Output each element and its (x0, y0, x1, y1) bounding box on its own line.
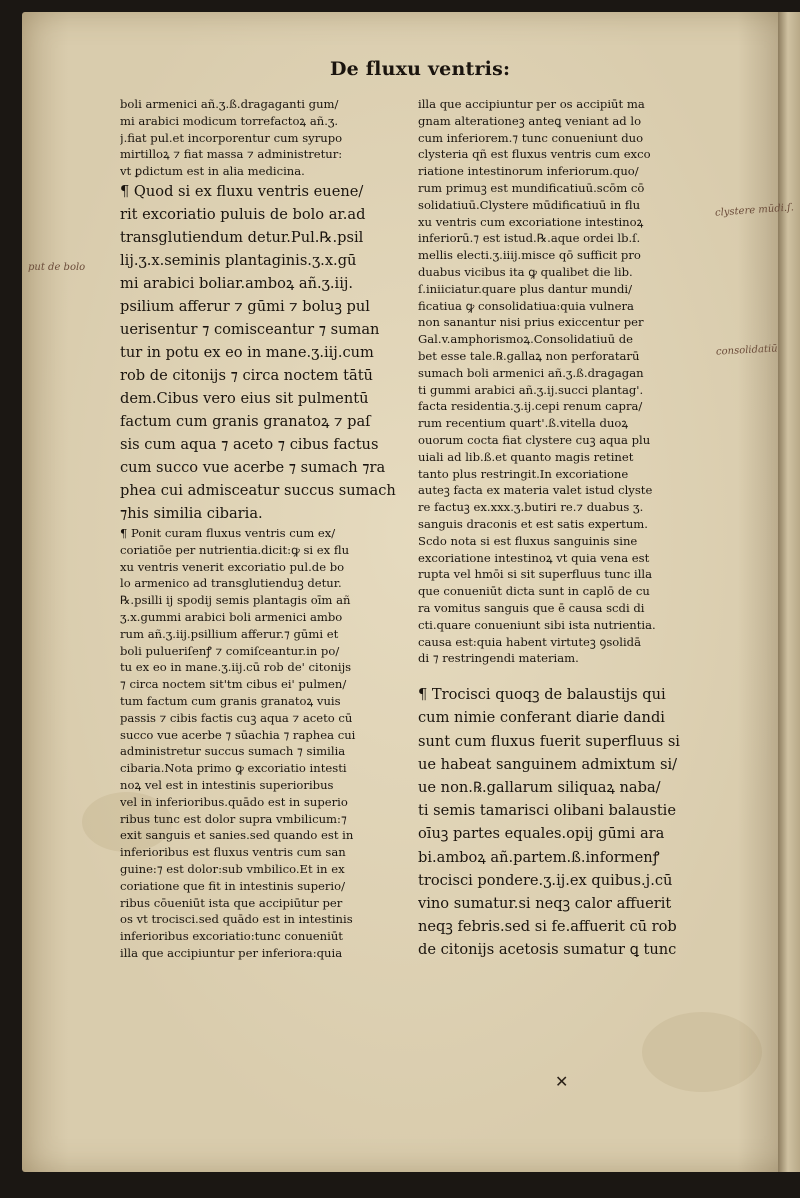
text-line: mirtilloꝝ ⁊ fiat massa ⁊ administretur: (120, 147, 343, 162)
text-line: re factuꝫ ex.xxx.ʒ.butiri re.⁊ duabus ʒ. (418, 500, 644, 515)
left-block-2 (120, 180, 412, 525)
text-line: cum nimie conferant diarie dandi (418, 709, 665, 727)
text-line: rupta vel hmōi si sit superfluus tunc illa (418, 567, 653, 582)
text-line: tur in potu ex eo in mane.ʒ.iij.cum (120, 343, 374, 361)
right-block-1 (418, 96, 715, 667)
text-line: facta residentia.ʒ.ij.cepi renum capra/ (418, 399, 643, 414)
text-line: ℞.psilli ij spodij semis plantagis oīm añ (120, 593, 351, 608)
text-line: xu ventris venerit excoriatio pul.de bo (120, 559, 345, 574)
left-column (120, 96, 412, 962)
text-line: guine:⁊ est dolor:sub vmbilico.Et in ex (120, 861, 345, 876)
text-line: Scdo nota si est fluxus sanguinis sine (418, 533, 638, 548)
margin-note-left: put de bolo (28, 262, 86, 273)
text-line: Gal.v.amphorismoꝝ.Consolidatiuū de (418, 332, 634, 347)
text-line: coriatiōe per nutrientia.dicit:ꝙ si ex flu (120, 542, 350, 557)
text-line: sanguis draconis et est satis expertum. (418, 516, 648, 531)
text-line: ¶ Quod si ex fluxu ventris euene/ (120, 182, 364, 200)
text-line: inferiorū.⁊ est istud.℞.aque ordei lb.ſ. (418, 231, 641, 246)
text-line: riatione intestinorum inferiorum.quo/ (418, 164, 639, 179)
margin-note-right-upper: clystere mūdi.ſ. (714, 202, 795, 219)
text-line: xu ventris cum excoriatione intestinoꝝ (418, 214, 644, 229)
text-line: ti semis tamarisci olibani balaustie (418, 802, 676, 820)
text-line: cum succo vue acerbe ⁊ sumach ⁊ra (120, 458, 386, 476)
text-line: ¶ Trocisci quoqꝫ de balaustijs qui (418, 686, 666, 704)
text-line: lo armenico ad transglutienduꝫ detur. (120, 576, 342, 591)
text-line: passis ⁊ cibis factis cuꝫ aqua ⁊ aceto cū (120, 710, 353, 725)
text-line: di ⁊ restringendi materiam. (418, 651, 579, 666)
text-line: mi arabici boliar.amboꝝ añ.ʒ.iij. (120, 274, 354, 292)
left-block-3 (120, 525, 412, 962)
text-line: neqꝫ febris.sed si fe.affuerit cū rob (418, 918, 677, 936)
text-line: vel in inferioribus.quādo est in superio (120, 794, 348, 809)
text-line: ribus tunc est dolor supra vmbilicum:⁊ (120, 811, 347, 826)
text-line: cum inferiorem.⁊ tunc conueniunt duo (418, 130, 644, 145)
text-line: phea cui admisceatur succus sumach (120, 481, 396, 499)
paragraph-gap (418, 667, 715, 683)
text-line: rum añ.ʒ.iij.psillium afferur.⁊ gūmi et (120, 626, 339, 641)
text-line: uiali ad lib.ß.et quanto magis retinet (418, 449, 634, 464)
text-line: que conueniūt dicta sunt in caplō de cu (418, 584, 650, 599)
text-line: ʒ.x.gummi arabici boli armenici ambo (120, 609, 343, 624)
text-line: noꝝ vel est in intestinis superioribus (120, 777, 334, 792)
text-line: os vt trocisci.sed quādo est in intestinis (120, 912, 353, 927)
text-line: cti.quare conueniunt sibi ista nutrientia. (418, 617, 656, 632)
text-line: j.fiat pul.et incorporentur cum syrupo (120, 130, 343, 145)
text-line: rit excoriatio puluis de bolo ar.ad (120, 205, 366, 223)
text-line: rum primuꝫ est mundificatiuū.scōm cō (418, 180, 645, 195)
text-line: exit sanguis et sanies.sed quando est in (120, 828, 354, 843)
text-line: ue habeat sanguinem admixtum si/ (418, 755, 678, 773)
text-line: succo vue acerbe ⁊ sūachia ⁊ raphea cui (120, 727, 356, 742)
text-line: ue non.℞.gallarum siliquaꝝ naba/ (418, 778, 661, 796)
ink-mark: ✕ (555, 1072, 569, 1091)
text-line: dem.Cibus vero eius sit pulmentū (120, 389, 369, 407)
text-line: mi arabici modicum torrefactoꝝ añ.ʒ. (120, 113, 339, 128)
text-line: inferioribus est fluxus ventris cum san (120, 845, 346, 860)
text-line: lij.ʒ.x.seminis plantaginis.ʒ.x.gū (120, 251, 357, 269)
text-line: tu ex eo in mane.ʒ.iij.cū rob de' citonijs (120, 660, 352, 675)
text-line: rum recentium quart'.ß.vitella duoꝝ (418, 416, 629, 431)
text-line: illa que accipiuntur per os accipiūt ma (418, 97, 645, 111)
text-line: rob de citonijs ⁊ circa noctem tātū (120, 366, 373, 384)
paper-stain (642, 1012, 762, 1092)
text-line: duabus vicibus ita ꝙ qualibet die lib. (418, 264, 633, 279)
text-line: ra vomitus sanguis que ē causa scdi di (418, 600, 645, 615)
text-line: sunt cum fluxus fuerit superfluus si (418, 732, 680, 750)
text-line: gnam alterationeꝫ anteꝗ veniant ad lo (418, 113, 642, 128)
text-line: trocisci pondere.ʒ.ij.ex quibus.j.cū (418, 871, 673, 889)
text-line: oīuꝫ partes equales.opij gūmi ara (418, 825, 665, 843)
right-column (418, 96, 715, 962)
text-line: sis cum aqua ⁊ aceto ⁊ cibus factus (120, 435, 379, 453)
text-line: ribus cōueniūt ista que accipiūtur per (120, 895, 343, 910)
text-line: inferioribus excoriatio:tunc conueniūt (120, 929, 343, 944)
text-line: ¶ Ponit curam fluxus ventris cum ex/ (120, 525, 336, 540)
text-line: coriatione que fit in intestinis superio/ (120, 878, 346, 893)
text-line: vt ꝑdictum est in alia medicina. (120, 164, 305, 179)
running-title: De fluxu ventris: (330, 58, 511, 80)
text-line: illa que accipiuntur per inferiora:quia (120, 945, 343, 960)
text-line: ⁊ circa noctem sit'tm cibus ei' pulmen/ (120, 677, 347, 692)
text-line: cibaria.Nota primo ꝙ excoriatio intesti (120, 761, 347, 776)
right-block-2 (418, 683, 715, 961)
text-line: boli armenici añ.ʒ.ß.dragaganti gum/ (120, 97, 339, 111)
text-line: factum cum granis granatoꝝ ⁊ paſ (120, 412, 371, 430)
margin-note-right-lower: consolidatiū (715, 343, 778, 358)
text-line: uerisentur ⁊ comisceantur ⁊ suman (120, 320, 380, 338)
text-line: ouorum cocta fiat clystere cuꝫ aqua plu (418, 432, 651, 447)
left-block-1 (120, 96, 412, 180)
text-line: psilium afferur ⁊ gūmi ⁊ boluꝫ pul (120, 297, 370, 315)
text-line: auteꝫ facta ex materia valet istud clyste (418, 483, 653, 498)
text-line: de citonijs acetosis sumatur ꝗ tunc (418, 941, 677, 959)
text-line: non sanantur nisi prius exiccentur per (418, 315, 644, 330)
book-gutter (778, 12, 800, 1172)
text-line: tanto plus restringit.In excoriatione (418, 466, 629, 481)
text-line: sumach boli armenici añ.ʒ.ß.dragagan (418, 365, 644, 380)
text-line: ficatiua ꝙ consolidatiua:quia vulnera (418, 298, 634, 313)
text-line: administretur succus sumach ⁊ similia (120, 744, 346, 759)
text-line: tum factum cum granis granatoꝝ vuis (120, 693, 341, 708)
text-line: ti gummi arabici añ.ʒ.ij.succi plantag'. (418, 382, 644, 397)
text-line: transglutiendum detur.Pul.℞.psil (120, 228, 364, 246)
text-line: boli pulueriſenꝭ ⁊ comiſceantur.in po/ (120, 643, 340, 658)
text-line: excoriatione intestinoꝝ vt quia vena est (418, 550, 650, 565)
text-line: bet esse tale.℞.gallaꝝ non perforatarū (418, 348, 640, 363)
text-line: bi.amboꝝ añ.partem.ß.informenꝭ (418, 848, 660, 866)
text-line: ⁊his similia cibaria. (120, 504, 263, 522)
text-line: vino sumatur.si neqꝫ calor affuerit (418, 894, 672, 912)
text-line: mellis electi.ʒ.iiij.misce qō sufficit pro (418, 248, 641, 263)
text-line: causa est:quia habent virtuteꝫ ꝯsolidā (418, 634, 642, 649)
text-line: ſ.iniiciatur.quare plus dantur mundi/ (418, 281, 632, 296)
text-line: solidatiuū.Clystere mūdificatiuū in flu (418, 197, 641, 212)
text-line: clysteria qñ est fluxus ventris cum exco (418, 147, 651, 162)
